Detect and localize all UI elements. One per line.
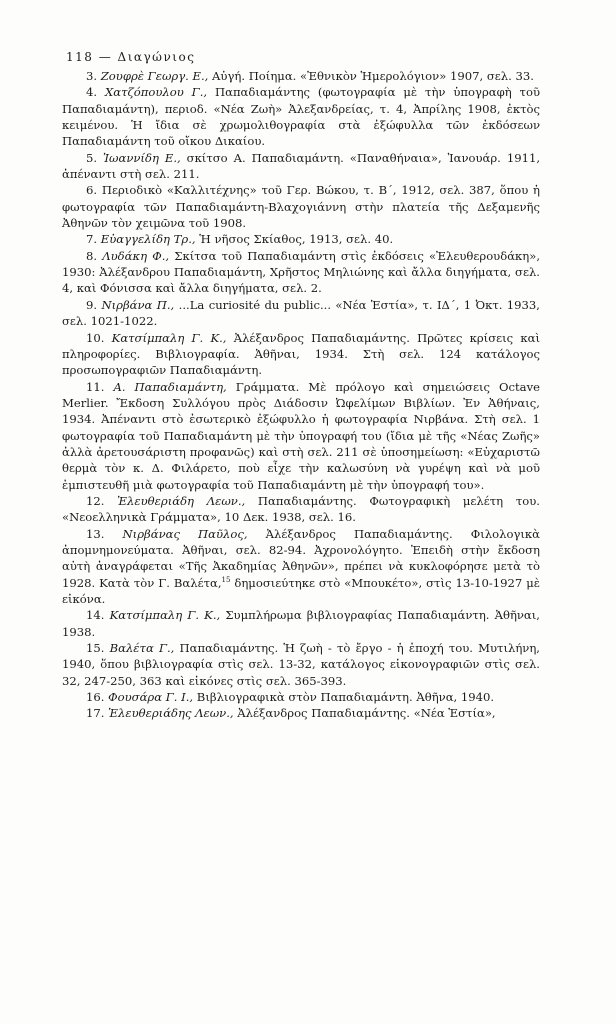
entry-text: Ἀλέξανδρος Παπαδιαμάντης. Φιλολογικὰ ἀπομνημονεύματα. Ἀθῆναι, σελ. 82-94. Ἀχρονολόγητο. Ἐπειδὴ στὴν ἔκδοση αὐτὴ ἀναγράφεται «Τῆς Ἀκαδημίας Ἀθηνῶν», πρέπει νὰ κυκλοφόρησε μετὰ τὸ 1928. Κατὰ τὸν Γ. Βαλέτα, [62, 526, 541, 590]
entry-number: 3. [86, 69, 101, 83]
entry-text: Βιβλιογραφικὰ στὸν Παπαδιαμάντη. Ἀθῆνα, 1940. [193, 690, 495, 705]
entry-number: 9. [86, 297, 102, 312]
entry-author: Φουσάρα Γ. Ι., [108, 690, 194, 705]
entry-number: 10. [86, 330, 112, 345]
entry-text-continued: δημοσιεύτηκε στὸ «Μπουκέτο», στὶς 13-10-1927 μὲ εἰκόνα. [62, 575, 540, 606]
entry-number: 15. [86, 641, 110, 656]
entry-number: 7. [86, 232, 101, 247]
reference-entry [62, 379, 540, 493]
entry-text: Ἡ νῆσος Σκίαθος, 1913, σελ. 40. [195, 232, 394, 247]
entry-author: Βαλέτα Γ., [109, 641, 175, 656]
entry-author: Ἐλευθεριάδης Λεων., [108, 706, 234, 721]
entry-author: Ἐλευθεριάδη Λεων., [117, 493, 246, 508]
reference-entry [62, 493, 540, 526]
reference-entry [62, 330, 540, 379]
entry-text: Περιοδικὸ «Καλλιτέχνης» τοῦ Γερ. Βώκου, τ. Β΄, 1912, σελ. 387, ὅπου ἡ φωτογραφία τῶν Παπαδιαμάντη-Βλαχογιάννη στὴν πλατεία τῆς Δεξαμενῆς Ἀθηνῶν τὸν χειμῶνα τοῦ 1908. [62, 183, 540, 231]
reference-entry [62, 640, 540, 689]
reference-entry [62, 705, 540, 721]
entry-text: Παπαδιαμάντης. Ἡ ζωὴ - τὸ ἔργο - ἡ ἐποχή του. Μυτιλήνη, 1940, ὅπου βιβλιογραφία στὶς σελ. 13-32, κατάλογος εἰκονογραφιῶν στὶς σελ. 32, 247-250, 363 καὶ εἰκόνες στὶς σελ. 365-393. [62, 641, 540, 688]
entry-author: Ἰωαννίδη Ε., [103, 150, 181, 165]
entry-number: 14. [86, 608, 110, 623]
entry-number: 5. [86, 150, 104, 165]
footnote-marker: 15 [221, 575, 231, 584]
reference-entry [62, 150, 540, 183]
reference-entry [62, 68, 540, 84]
reference-entry [62, 297, 540, 330]
entry-text: Ἀλέξανδρος Παπαδιαμάντης. «Νέα Ἑστία», [233, 706, 496, 721]
reference-entry [62, 182, 540, 231]
entry-text: Γράμματα. Μὲ πρόλογο καὶ σημειώσεις Octave Merlier. Ἔκδοση Συλλόγου πρὸς Διάδοσιν Ὠφελίμων Βιβλίων. Ἐν Ἀθήναις, 1934. Ἀπέναντι στὸ ἐσωτερικὸ ἐξώφυλλο ἡ φωτογραφία Νιρβάνα. Στὴ σελ. 1 φωτογραφία τοῦ Παπαδιαμάντη μὲ τὴν ὑπογραφή του (ἴδια μὲ τῆς «Νέας Ζωῆς» ἀλλὰ ἀρετουσάριστη προφανῶς) καὶ στὴ σελ. 211 σὲ ὑποσημείωση: «Εὐχαριστῶ θερμὰ τὸν κ. Δ. Φιλάρετο, ποὺ εἶχε τὴν καλωσύνη νὰ γυρέψη καὶ νὰ μοῦ ἐμπιστευθῆ μιὰ φωτογραφία τοῦ Παπαδιαμάντη μὲ τὴν ὑπογραφή του». [62, 379, 541, 492]
entry-text: σκίτσο Α. Παπαδιαμάντη. «Παναθήναια», Ἰανουάρ. 1911, ἀπέναντι στὴ σελ. 211. [62, 150, 541, 182]
entry-number: 16. [86, 690, 109, 705]
reference-entry [62, 84, 540, 149]
running-header: 118 — Διαγώνιος [66, 50, 196, 64]
reference-entry [62, 231, 540, 247]
entry-number: 6. [86, 183, 102, 198]
entry-author: Χατζόπουλου Γ., [104, 85, 208, 100]
entry-number: 17. [86, 706, 109, 721]
entry-number: 12. [86, 493, 118, 508]
entry-text: Σκίτσα τοῦ Παπαδιαμάντη στὶς ἐκδόσεις «Ἐλευθερουδάκη», 1930: Ἀλέξανδρου Παπαδιαμάντη, Χρῆστος Μηλιώνης καὶ ἄλλα διηγήματα, σελ. 4, καὶ Φόνισσα καὶ ἄλλα διηγήματα, σελ. 2. [62, 248, 541, 296]
entry-author: Ζουφρὲ Γεωργ. Ε., [100, 69, 209, 83]
entry-author: Α. Παπαδιαμάντη, [113, 379, 227, 394]
entry-author: Νιρβάνα Π., [101, 297, 175, 312]
entry-number: 13. [86, 526, 123, 541]
entry-number: 8. [86, 248, 103, 263]
entry-author: Κατσίμπαλη Γ. Κ., [109, 608, 221, 623]
reference-entry [62, 248, 540, 297]
entry-author: Εὐαγγελίδη Τρ., [100, 232, 196, 247]
entry-text: Αὐγή. Ποίημα. «Ἐθνικὸν Ἡμερολόγιον» 1907, σελ. 33. [208, 69, 534, 83]
entry-author: Κατσίμπαλη Γ. Κ., [111, 330, 227, 345]
reference-entry [62, 607, 540, 640]
reference-entry [62, 526, 540, 608]
entry-author: Λυδάκη Φ., [102, 248, 170, 263]
entry-text: Ἀλέξανδρος Παπαδιαμάντης. Πρῶτες κρίσεις καὶ πληροφορίες. Βιβλιογραφία. Ἀθῆναι, 1934. Στὴ σελ. 124 κατάλογος προσωπογραφιῶν Παπαδιαμάντη. [62, 330, 540, 378]
entry-text: ...La curiosité du public... «Νέα Ἑστία», τ. ΙΔ΄, 1 Ὀκτ. 1933, σελ. 1021-1022. [62, 297, 540, 329]
entry-number: 4. [86, 85, 105, 100]
entry-number: 11. [86, 379, 114, 394]
entry-text: Παπαδιαμάντης (φωτογραφία μὲ τὴν ὑπογραφὴ τοῦ Παπαδιαμάντη), περιοδ. «Νέα Ζωὴ» Ἀλεξανδρείας, τ. 4, Ἀπρίλης 1908, ἐκτὸς κειμένου. Ἡ ἴδια σὲ χρωμολιθογραφία στὰ ἐξώφυλλα τῶν ἐκδόσεων Παπαδιαμάντη τοῦ οἴκου Δικαίου. [62, 85, 540, 149]
reference-entry [62, 689, 540, 705]
entry-text: Συμπλήρωμα βιβλιογραφίας Παπαδιαμάντη. Ἀθῆναι, 1938. [62, 608, 540, 639]
entry-author: Νιρβάνας Παῦλος, [122, 526, 248, 541]
reference-list [62, 68, 540, 722]
entry-text: Παπαδιαμάντης. Φωτογραφικὴ μελέτη του. «Νεοελληνικὰ Γράμματα», 10 Δεκ. 1938, σελ. 16. [62, 493, 540, 525]
